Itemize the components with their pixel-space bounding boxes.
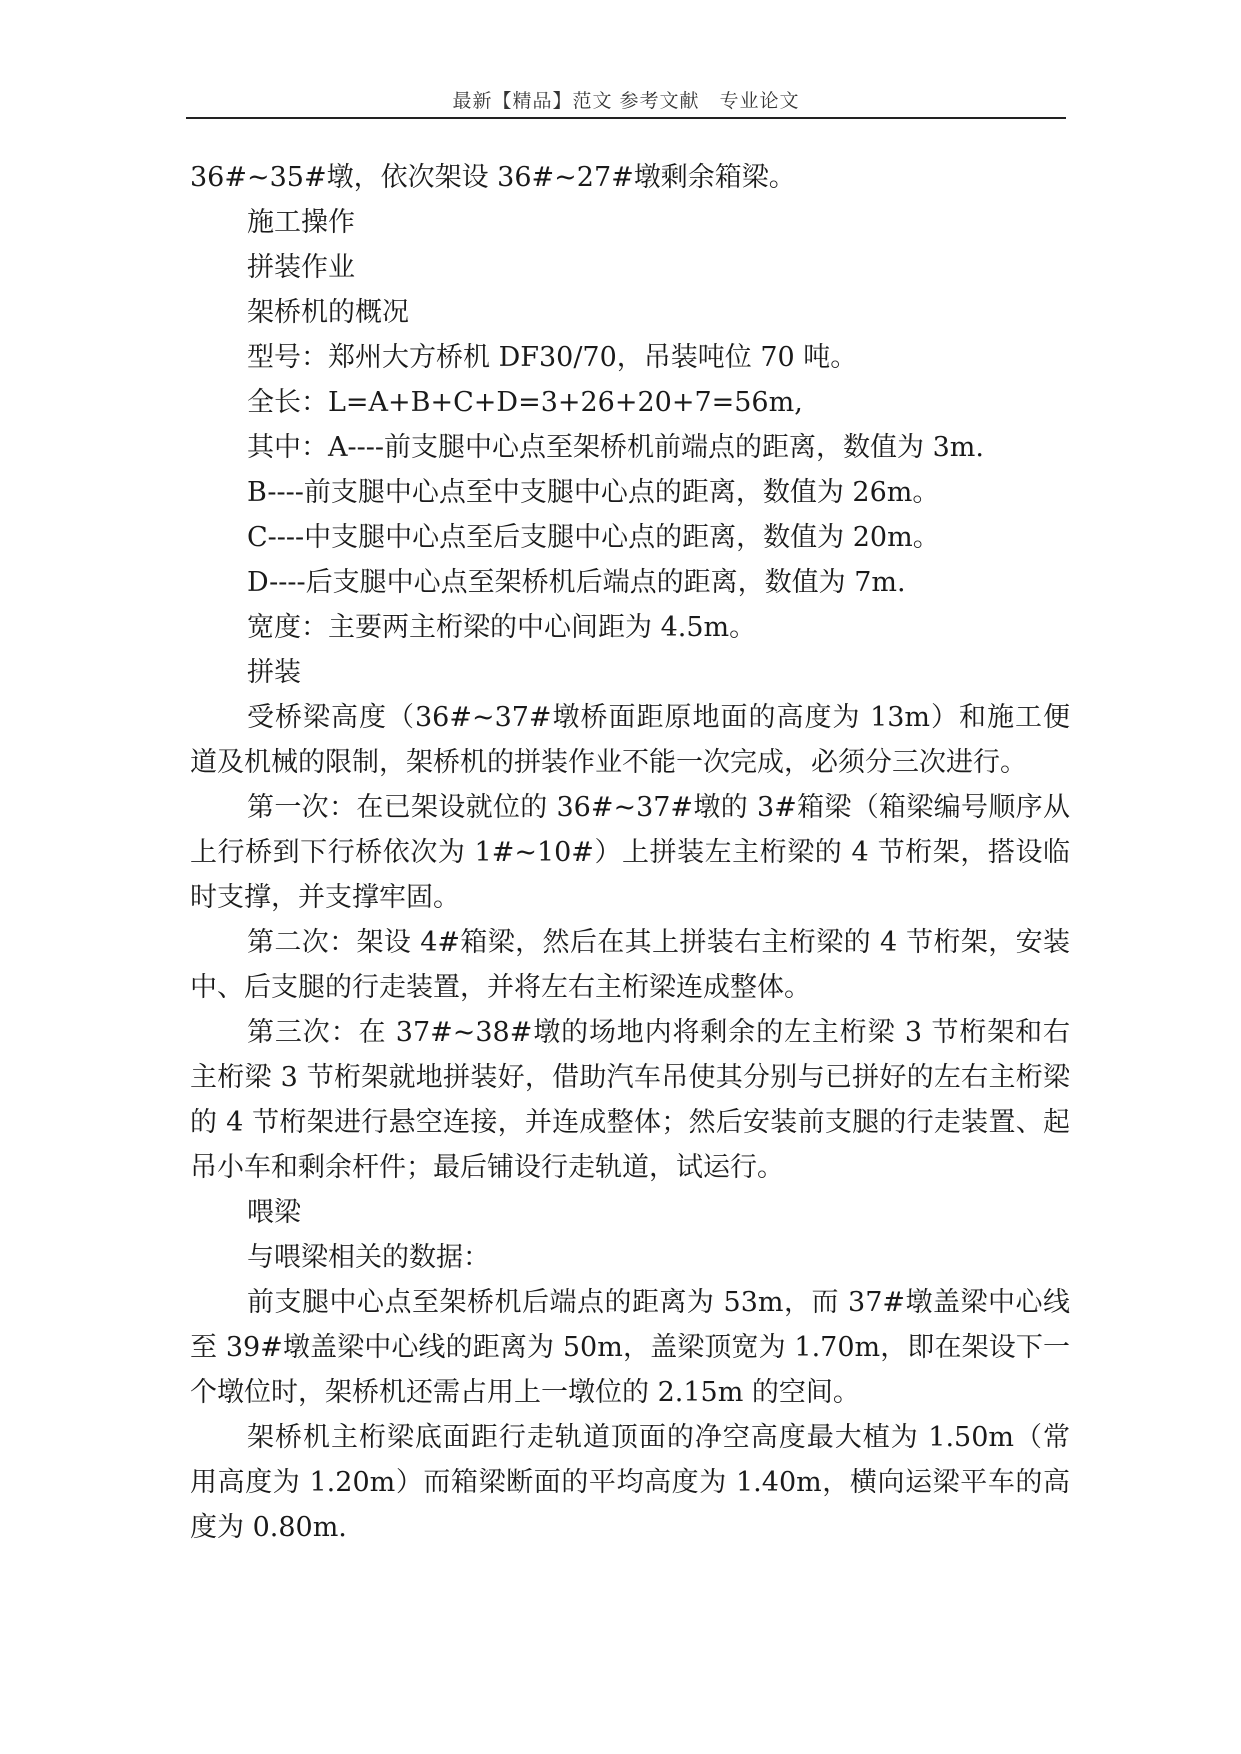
paragraph: 宽度：主要两主桁梁的中心间距为 4.5m。 [247, 612, 757, 643]
paragraph: 型号：郑州大方桥机 DF30/70，吊装吨位 70 吨。 [247, 342, 858, 373]
section-heading: 拼装作业 [247, 252, 355, 283]
paragraph: 与喂梁相关的数据： [247, 1242, 490, 1273]
paragraph: B----前支腿中心点至中支腿中心点的距离，数值为 26m。 [247, 477, 940, 508]
paragraph: C----中支腿中心点至后支腿中心点的距离，数值为 20m。 [247, 522, 940, 553]
paragraph: 受桥梁高度（36#~37#墩桥面距原地面的高度为 13m）和施工便道及机械的限制，架桥机的拼装作业不能一次完成，必须分三次进行。 [190, 702, 1070, 778]
document-body [190, 155, 1070, 1550]
paragraph: 前支腿中心点至架桥机后端点的距离为 53m，而 37#墩盖梁中心线至 39#墩盖梁中心线的距离为 50m，盖梁顶宽为 1.70m，即在架设下一个墩位时，架桥机还需占用上一墩位的 2.15m 的空间。 [190, 1287, 1070, 1408]
paragraph: 第一次：在已架设就位的 36#~37#墩的 3#箱梁（箱梁编号顺序从上行桥到下行桥依次为 1#~10#）上拼装左主桁梁的 4 节桁架，搭设临时支撑，并支撑牢固。 [190, 792, 1070, 913]
paragraph: 第三次：在 37#~38#墩的场地内将剩余的左主桁梁 3 节桁架和右主桁梁 3 节桁架就地拼装好，借助汽车吊使其分别与已拼好的左右主桁梁的 4 节桁架进行悬空连接，并连成整体；然后安装前支腿的行走装置、起吊小车和剩余杆件；最后铺设行走轨道，试运行。 [190, 1017, 1070, 1183]
section-heading: 施工操作 [247, 207, 355, 238]
header-divider [186, 117, 1066, 119]
paragraph: 全长：L=A+B+C+D=3+26+20+7=56m, [247, 387, 803, 418]
section-heading: 架桥机的概况 [247, 297, 409, 328]
paragraph: 36#~35#墩，依次架设 36#~27#墩剩余箱梁。 [190, 162, 796, 193]
paragraph: 第二次：架设 4#箱梁，然后在其上拼装右主桁梁的 4 节桁架，安装中、后支腿的行走装置，并将左右主桁梁连成整体。 [190, 927, 1070, 1003]
paragraph: 其中：A----前支腿中心点至架桥机前端点的距离，数值为 3m. [247, 432, 984, 463]
paragraph: 架桥机主桁梁底面距行走轨道顶面的净空高度最大植为 1.50m（常用高度为 1.20m）而箱梁断面的平均高度为 1.40m，横向运梁平车的高度为 0.80m. [190, 1422, 1070, 1543]
page-header: 最新【精品】范文 参考文献 专业论文 [452, 90, 800, 112]
paragraph: D----后支腿中心点至架桥机后端点的距离，数值为 7m. [247, 567, 906, 598]
section-heading: 拼装 [247, 657, 301, 688]
section-heading: 喂梁 [247, 1197, 301, 1228]
